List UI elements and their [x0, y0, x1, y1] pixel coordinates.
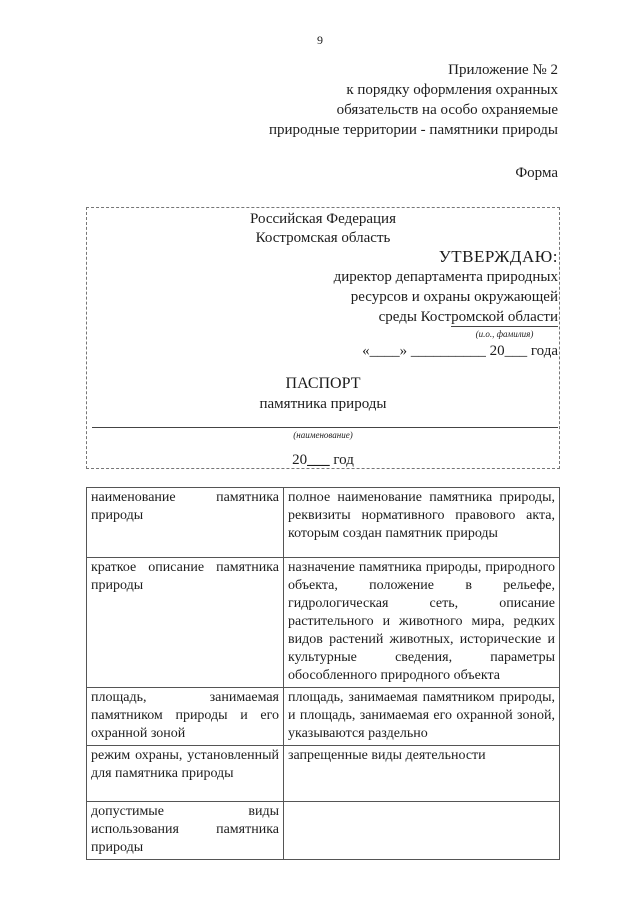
approver-position: ресурсов и охраны окружающей — [350, 289, 558, 305]
table-row — [87, 688, 560, 746]
table-row — [87, 558, 560, 688]
passport-title-block — [86, 374, 560, 414]
row-value: площадь, занимаемая памятником природы, и площадь, занимаемая его охранной зоной, указываются раздельно — [284, 688, 560, 746]
passport-year — [86, 452, 560, 469]
approver-position: среды Костромской области — [378, 309, 558, 325]
year-blank: ___ — [307, 452, 330, 468]
region-name: Костромская область — [255, 230, 391, 246]
name-line — [92, 427, 558, 428]
passport-title: ПАСПОРТ — [285, 375, 361, 392]
appendix-line: природные территории - памятники природы — [269, 122, 558, 138]
signature-line — [451, 326, 558, 327]
table-row — [87, 488, 560, 558]
appendix-title: Приложение № 2 — [448, 62, 558, 78]
approval-date: «____» __________ 20___ года — [362, 343, 558, 359]
row-label: наименование памятника природы — [87, 488, 284, 558]
row-label: краткое описание памятника природы — [87, 558, 284, 688]
signature-caption: (и.о., фамилия) — [475, 329, 534, 339]
approval-title: УТВЕРЖДАЮ: — [438, 247, 558, 266]
table-row — [87, 802, 560, 860]
approver-position: директор департамента природных — [333, 269, 558, 285]
row-value — [284, 802, 560, 860]
country-name: Российская Федерация — [250, 211, 396, 227]
page-number: 9 — [317, 33, 323, 47]
row-value: назначение памятника природы, природного объекта, положение в рельефе, гидрологическая сеть, описание растительного и животного мира, редких видов растений животных, исторические и культурные сведения, параметры обособленного природного объекта — [284, 558, 560, 688]
row-label: допустимые виды использования памятника природы — [87, 802, 284, 860]
issuer-header — [86, 210, 560, 248]
appendix-line: к порядку оформления охранных — [346, 82, 558, 98]
appendix-header — [228, 60, 558, 140]
appendix-line: обязательств на особо охраняемые — [336, 102, 558, 118]
table-row — [87, 746, 560, 802]
name-caption: (наименование) — [293, 430, 353, 440]
year-prefix: 20 — [292, 452, 308, 468]
form-label: Форма — [515, 165, 558, 181]
row-value: запрещенные виды деятельности — [284, 746, 560, 802]
approval-block — [258, 247, 558, 327]
passport-table — [86, 487, 560, 860]
row-value: полное наименование памятника природы, реквизиты нормативного правового акта, которым создан памятник природы — [284, 488, 560, 558]
row-label: режим охраны, установленный для памятника природы — [87, 746, 284, 802]
passport-subtitle: памятника природы — [259, 396, 387, 412]
year-suffix: год — [329, 452, 354, 468]
row-label: площадь, занимаемая памятником природы и его охранной зоной — [87, 688, 284, 746]
